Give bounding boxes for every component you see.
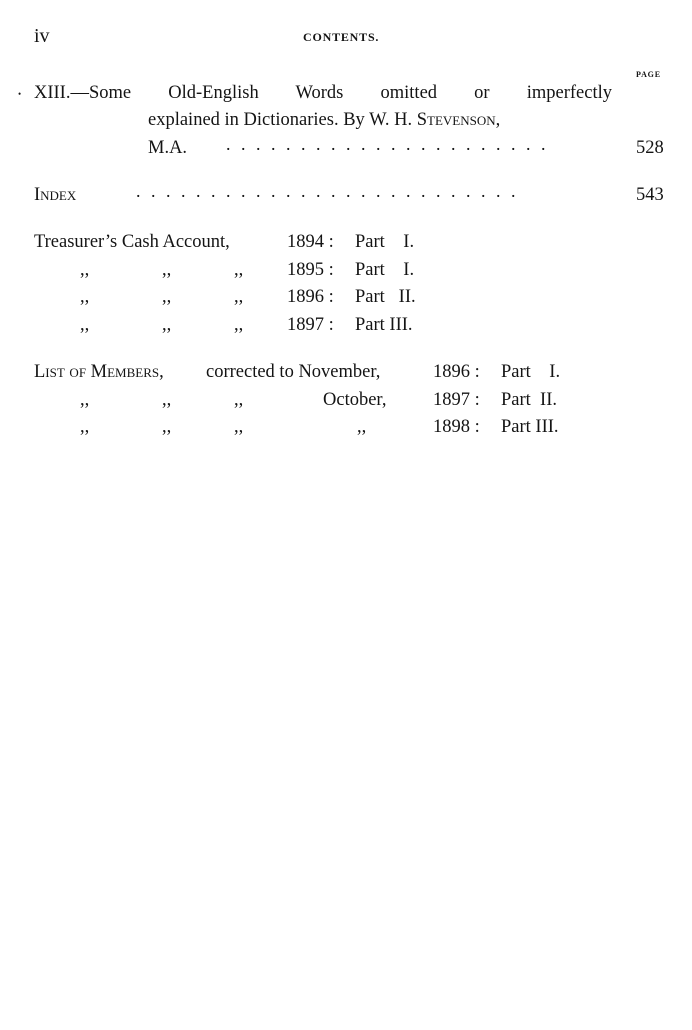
ditto-mark: ,, xyxy=(80,287,90,307)
ditto-mark: ,, xyxy=(162,315,172,335)
members-part: Part I. xyxy=(501,362,561,382)
treasurer-part: Part II. xyxy=(355,287,416,307)
running-title: CONTENTS. xyxy=(303,30,380,44)
entry-xiii-degree: M.A. xyxy=(148,138,188,158)
ditto-mark: ,, xyxy=(162,390,172,410)
ditto-mark: ,, xyxy=(162,417,172,437)
treasurer-year: 1895 : xyxy=(287,260,334,280)
ditto-mark: ,, xyxy=(234,417,244,437)
ditto-mark: ,, xyxy=(162,287,172,307)
treasurer-year: 1896 : xyxy=(287,287,334,307)
treasurer-part: Part I. xyxy=(355,232,415,252)
treasurer-part: Part III. xyxy=(355,315,413,335)
page-number: iv xyxy=(34,25,50,47)
treasurer-year: 1894 : xyxy=(287,232,334,252)
members-month: October, xyxy=(323,390,387,410)
ditto-mark: ,, xyxy=(234,315,244,335)
entry-xiii-title: XIII.—Some Old-English Words omitted or imperfectly xyxy=(34,83,612,103)
members-part: Part III. xyxy=(501,417,559,437)
entry-xiii-page: 528 xyxy=(636,138,664,158)
entry-xiii-author: Stevenson, xyxy=(416,110,501,130)
ditto-mark: ,, xyxy=(357,417,367,437)
treasurer-part: Part I. xyxy=(355,260,415,280)
members-year: 1898 : xyxy=(433,417,480,437)
members-title: List of Members, xyxy=(34,362,164,382)
ditto-mark: ,, xyxy=(80,315,90,335)
ditto-mark: ,, xyxy=(80,417,90,437)
treasurer-year: 1897 : xyxy=(287,315,334,335)
entry-xiii-title-continued xyxy=(148,111,500,130)
entry-xiii-leader: . . . . . . . . . . . . . . . . . . . . . . xyxy=(226,135,549,153)
members-year: 1896 : xyxy=(433,362,480,382)
margin-mark: • xyxy=(18,89,22,99)
members-year: 1897 : xyxy=(433,390,480,410)
ditto-mark: ,, xyxy=(80,260,90,280)
entry-xiii-title-text: explained in Dictionaries. By W. H. xyxy=(148,110,413,130)
treasurer-title: Treasurer’s Cash Account, xyxy=(34,232,230,252)
index-label: Index xyxy=(34,185,77,205)
ditto-mark: ,, xyxy=(234,260,244,280)
ditto-mark: ,, xyxy=(162,260,172,280)
index-leader: . . . . . . . . . . . . . . . . . . . . . . . . . . xyxy=(136,182,519,200)
ditto-mark: ,, xyxy=(234,287,244,307)
ditto-mark: ,, xyxy=(80,390,90,410)
index-page: 543 xyxy=(636,185,664,205)
page-column-label: PAGE xyxy=(636,70,661,79)
members-part: Part II. xyxy=(501,390,557,410)
members-correction: corrected to November, xyxy=(206,362,381,382)
ditto-mark: ,, xyxy=(234,390,244,410)
